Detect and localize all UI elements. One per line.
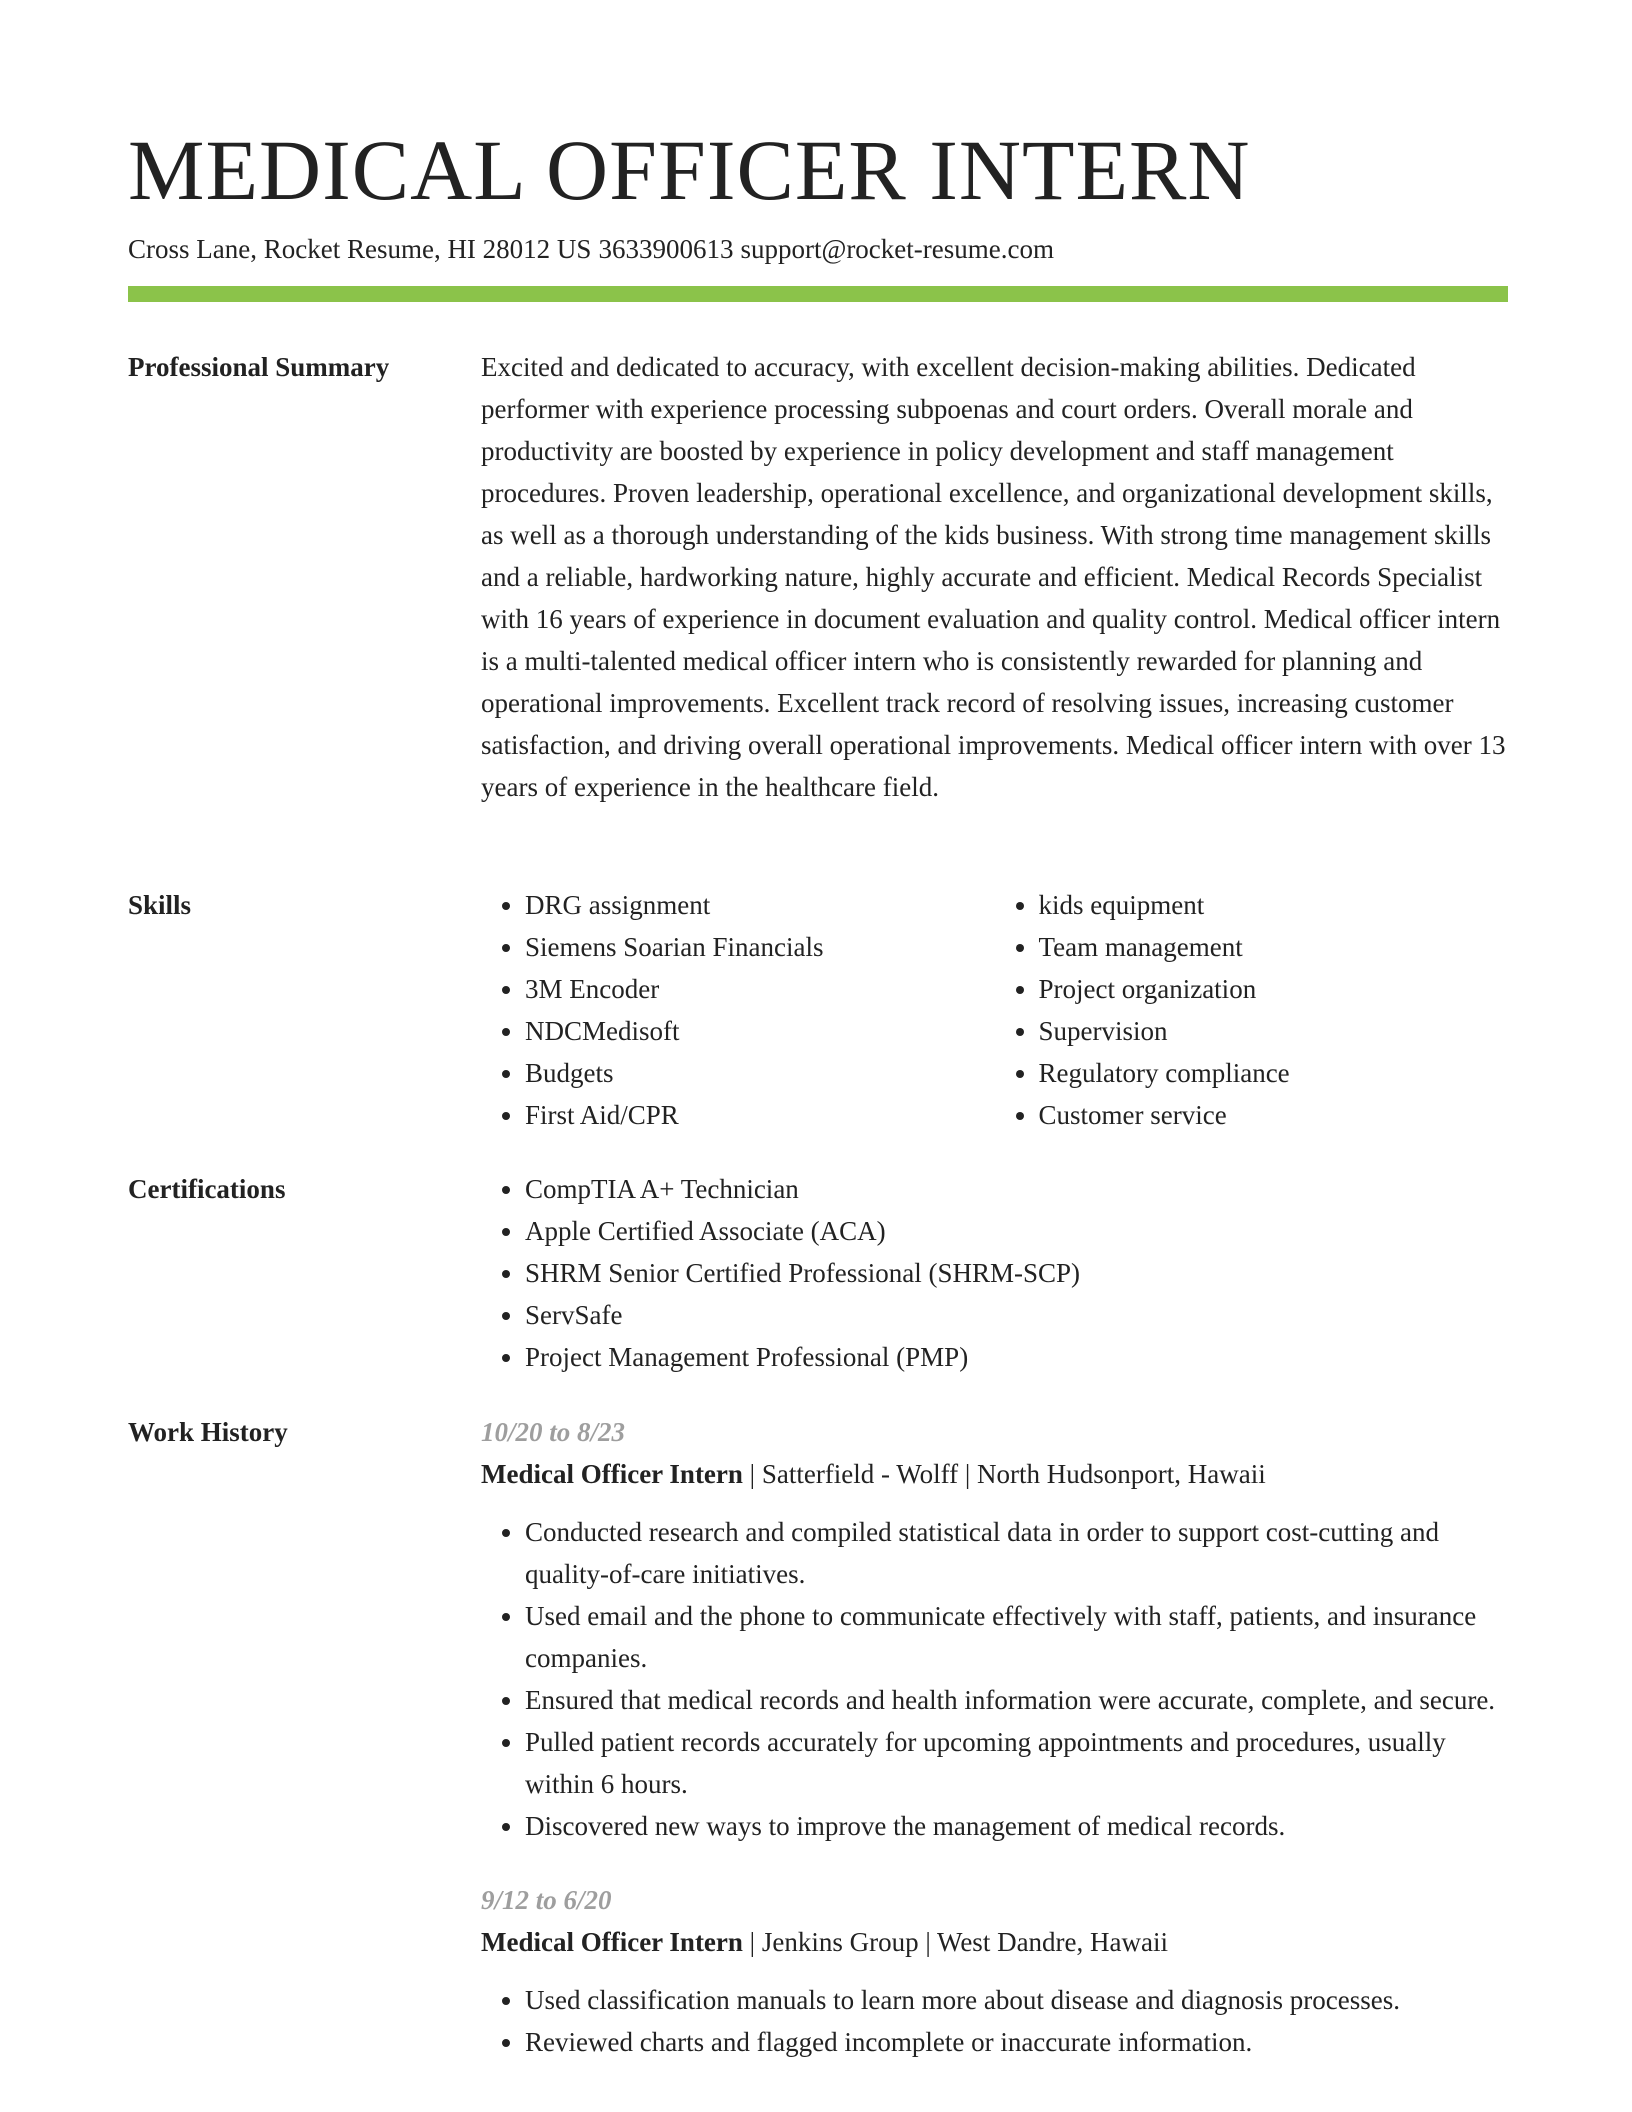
job-location: West Dandre, Hawaii bbox=[937, 1927, 1168, 1957]
certification-item: • CompTIA A+ Technician bbox=[525, 1168, 1508, 1210]
job-company: Jenkins Group bbox=[761, 1927, 919, 1957]
work-history-heading: Work History bbox=[128, 1417, 288, 1447]
job-bullet: • Used email and the phone to communicate effectively with staff, patients, and insurance companies. bbox=[525, 1595, 1508, 1679]
skill-item: • Regulatory compliance bbox=[1039, 1052, 1509, 1094]
job-bullet: • Discovered new ways to improve the management of medical records. bbox=[525, 1805, 1508, 1847]
certifications-list bbox=[481, 1168, 1508, 1378]
certification-item: • ServSafe bbox=[525, 1294, 1508, 1336]
job-bullet: • Conducted research and compiled statistical data in order to support cost-cutting and quality-of-care initiatives. bbox=[525, 1511, 1508, 1595]
certification-item: • Project Management Professional (PMP) bbox=[525, 1336, 1508, 1378]
skill-item: • Siemens Soarian Financials bbox=[525, 926, 995, 968]
summary-text: Excited and dedicated to accuracy, with excellent decision-making abilities. Dedicated performer with experience processing subpoenas and court orders. Overall morale and productivity are boosted by experience in policy development and staff management procedures. Proven leadership, operational excellence, and organizational development skills, as well as a thorough understanding of the kids business. With strong time management skills and a reliable, hardworking nature, highly accurate and efficient. Medical Records Specialist with 16 years of experience in document evaluation and quality control. Medical officer intern is a multi-talented medical officer intern who is consistently rewarded for planning and operational improvements. Excellent track record of resolving issues, increasing customer satisfaction, and driving overall operational improvements. Medical officer intern with over 13 years of experience in the healthcare field. bbox=[481, 352, 1506, 802]
resume-name: MEDICAL OFFICER INTERN bbox=[128, 122, 1251, 218]
certification-item: • Apple Certified Associate (ACA) bbox=[525, 1210, 1508, 1252]
job-bullet: • Pulled patient records accurately for upcoming appointments and procedures, usually within 6 hours. bbox=[525, 1721, 1508, 1805]
contact-email: support@rocket-resume.com bbox=[740, 234, 1054, 264]
job-entry bbox=[481, 1879, 1508, 2063]
skill-item: • kids equipment bbox=[1039, 884, 1509, 926]
skill-item: • Project organization bbox=[1039, 968, 1509, 1010]
skill-item: • DRG assignment bbox=[525, 884, 995, 926]
skill-item: • NDCMedisoft bbox=[525, 1010, 995, 1052]
job-bullets bbox=[481, 1979, 1508, 2063]
contact-address: Cross Lane, Rocket Resume, HI 28012 US bbox=[128, 234, 592, 264]
certifications-heading: Certifications bbox=[128, 1174, 286, 1204]
contact-phone: 3633900613 bbox=[598, 234, 734, 264]
header-divider bbox=[128, 286, 1508, 302]
certification-item: • SHRM Senior Certified Professional (SHRM-SCP) bbox=[525, 1252, 1508, 1294]
skills-heading: Skills bbox=[128, 890, 192, 920]
job-bullet: • Used classification manuals to learn more about disease and diagnosis processes. bbox=[525, 1979, 1508, 2021]
job-bullet: • Ensured that medical records and health information were accurate, complete, and secure. bbox=[525, 1679, 1508, 1721]
skill-item: • Customer service bbox=[1039, 1094, 1509, 1136]
skills-list-left bbox=[481, 884, 995, 1136]
job-heading bbox=[481, 1453, 1508, 1495]
contact-line bbox=[128, 231, 1054, 267]
job-bullets bbox=[481, 1511, 1508, 1847]
job-heading bbox=[481, 1921, 1508, 1963]
skill-item: • Budgets bbox=[525, 1052, 995, 1094]
certifications-body bbox=[481, 1168, 1508, 1378]
skill-item: • First Aid/CPR bbox=[525, 1094, 995, 1136]
job-entry bbox=[481, 1411, 1508, 1847]
summary-heading: Professional Summary bbox=[128, 352, 390, 382]
job-location: North Hudsonport, Hawaii bbox=[977, 1459, 1266, 1489]
job-dates: 9/12 to 6/20 bbox=[481, 1885, 612, 1915]
job-separator: | bbox=[964, 1459, 971, 1489]
skills-list-right bbox=[995, 884, 1509, 1136]
skill-item: • Supervision bbox=[1039, 1010, 1509, 1052]
job-title: Medical Officer Intern bbox=[481, 1927, 743, 1957]
job-separator: | bbox=[749, 1927, 756, 1957]
job-dates: 10/20 to 8/23 bbox=[481, 1417, 626, 1447]
skill-item: • 3M Encoder bbox=[525, 968, 995, 1010]
skill-item: • Team management bbox=[1039, 926, 1509, 968]
job-bullet: • Reviewed charts and flagged incomplete or inaccurate information. bbox=[525, 2021, 1508, 2063]
job-separator: | bbox=[925, 1927, 931, 1957]
job-separator: | bbox=[749, 1459, 756, 1489]
work-history-body bbox=[481, 1411, 1508, 2063]
skills-body bbox=[481, 884, 1508, 1136]
job-title: Medical Officer Intern bbox=[481, 1459, 743, 1489]
job-company: Satterfield - Wolff bbox=[761, 1459, 959, 1489]
summary-body bbox=[481, 346, 1508, 808]
